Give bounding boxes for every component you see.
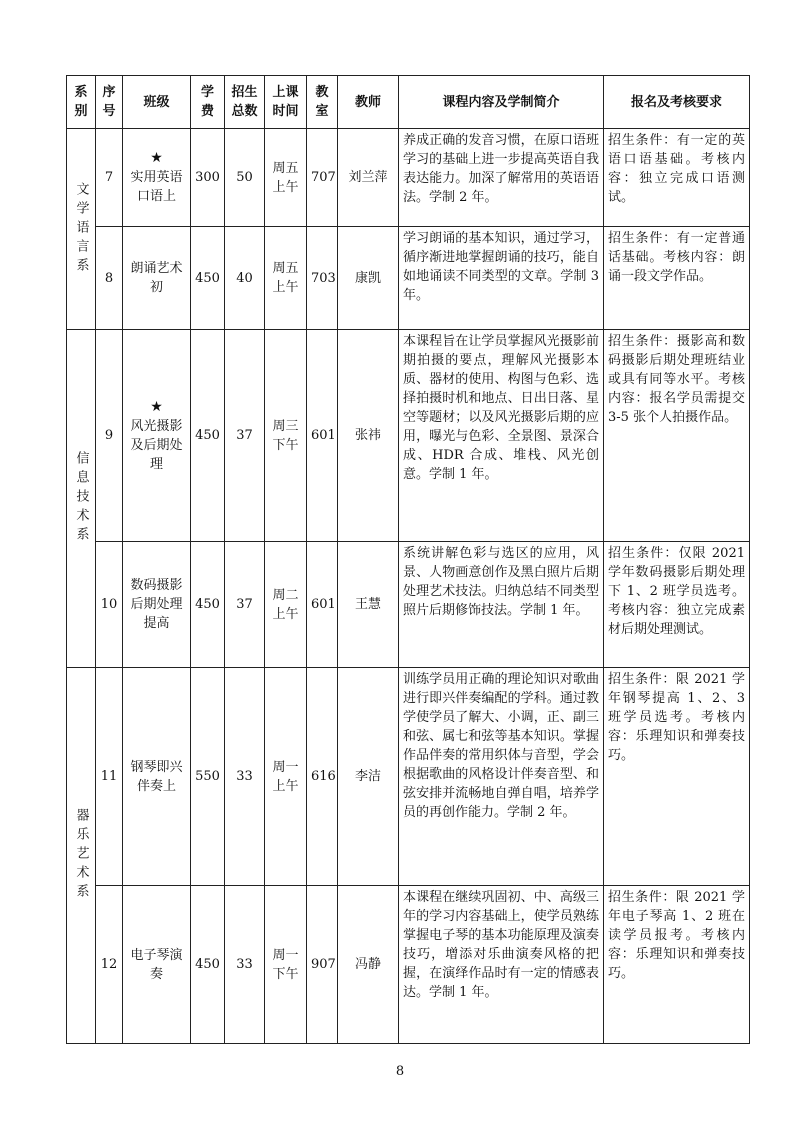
requirements: 招生条件：摄影高和数码摄影后期处理班结业或具有同等水平。考核内容：报名学员需提交 3-5 张个人拍摄作品。 <box>604 330 750 542</box>
course-content: 系统讲解色彩与选区的应用，风景、人物画意创作及黑白照片后期处理艺术技法。归纳总结不同类型照片后期修饰技法。学制 1 年。 <box>399 542 604 668</box>
class-name-cell <box>123 668 191 886</box>
course-content: 本课程旨在让学员掌握风光摄影前期拍摄的要点，理解风光摄影本质、器材的使用、构图与色彩、选择拍摄时机和地点、日出日落、星空等题材；以及风光摄影后期的应用，曝光与色彩、全景图、景深合成、HDR 合成、堆栈、风光创意。学制 1 年。 <box>399 330 604 542</box>
quota: 33 <box>225 886 265 1044</box>
header-content: 课程内容及学制简介 <box>399 76 604 129</box>
requirements: 招生条件：有一定普通话基础。考核内容：朗诵一段文学作品。 <box>604 227 750 330</box>
row-no: 12 <box>96 886 123 1044</box>
table-row <box>67 227 750 330</box>
row-no: 7 <box>96 129 123 227</box>
table-row <box>67 542 750 668</box>
teacher: 张祎 <box>338 330 399 542</box>
fee: 550 <box>191 668 225 886</box>
room: 907 <box>307 886 338 1044</box>
dept-it: 信息技术系 <box>67 330 96 668</box>
class-name-cell <box>123 129 191 227</box>
table-row <box>67 330 750 542</box>
star-icon: ★ <box>150 150 163 166</box>
teacher: 冯静 <box>338 886 399 1044</box>
class-name-cell <box>123 542 191 668</box>
header-fee: 学费 <box>191 76 225 129</box>
requirements: 招生条件：仅限 2021 学年数码摄影后期处理下 1、2 班学员选考。考核内容：独立完成素材后期处理测试。 <box>604 542 750 668</box>
class-time: 周五上午 <box>265 227 307 330</box>
course-content: 训练学员用正确的理论知识对歌曲进行即兴伴奏编配的学科。通过教学使学员了解大、小调，正、副三和弦、属七和弦等基本知识。掌握作品伴奏的常用织体与音型，学会根据歌曲的风格设计伴奏音型、和弦安排并流畅地自弹自唱，培养学员的再创作能力。学制 2 年。 <box>399 668 604 886</box>
course-table <box>66 75 750 1044</box>
class-name: 数码摄影后期处理提高 <box>130 578 183 631</box>
class-time: 周一上午 <box>265 668 307 886</box>
class-name: 实用英语口语上 <box>130 170 183 204</box>
table-row <box>67 668 750 886</box>
class-time: 周三下午 <box>265 330 307 542</box>
table-row <box>67 129 750 227</box>
header-room: 教室 <box>307 76 338 129</box>
teacher: 李洁 <box>338 668 399 886</box>
class-name: 朗诵艺术初 <box>130 261 183 295</box>
teacher: 刘兰萍 <box>338 129 399 227</box>
class-name: 电子琴演奏 <box>130 947 183 982</box>
header-time: 上课时间 <box>265 76 307 129</box>
requirements: 招生条件：有一定的英语口语基础。考核内容：独立完成口语测试。 <box>604 129 750 227</box>
class-name-cell <box>123 886 191 1044</box>
fee: 450 <box>191 542 225 668</box>
header-row <box>67 76 750 129</box>
room: 601 <box>307 330 338 542</box>
teacher: 王慧 <box>338 542 399 668</box>
quota: 37 <box>225 542 265 668</box>
class-name: 钢琴即兴伴奏上 <box>130 759 183 794</box>
fee: 450 <box>191 227 225 330</box>
class-name-cell <box>123 330 191 542</box>
fee: 450 <box>191 886 225 1044</box>
class-time: 周二上午 <box>265 542 307 668</box>
requirements: 招生条件：限 2021 学年钢琴提高 1、2、3 班学员选考。考核内容：乐理知识和弹奏技巧。 <box>604 668 750 886</box>
class-name-cell <box>123 227 191 330</box>
class-time: 周一下午 <box>265 886 307 1044</box>
row-no: 9 <box>96 330 123 542</box>
dept-music: 器乐艺术系 <box>67 668 96 1044</box>
quota: 50 <box>225 129 265 227</box>
course-content: 学习朗诵的基本知识，通过学习，循序渐进地掌握朗诵的技巧，能自如地诵读不同类型的文章。学制 3 年。 <box>399 227 604 330</box>
row-no: 11 <box>96 668 123 886</box>
fee: 300 <box>191 129 225 227</box>
header-dept: 系别 <box>67 76 96 129</box>
star-icon: ★ <box>150 398 163 415</box>
course-content: 本课程在继续巩固初、中、高级三年的学习内容基础上，使学员熟练掌握电子琴的基本功能原理及演奏技巧，增添对乐曲演奏风格的把握，在演绎作品时有一定的情感表达。学制 1 年。 <box>399 886 604 1044</box>
teacher: 康凯 <box>338 227 399 330</box>
fee: 450 <box>191 330 225 542</box>
room: 707 <box>307 129 338 227</box>
dept-literature: 文学语言系 <box>67 129 96 330</box>
page-number: 8 <box>395 1064 405 1079</box>
table-row <box>67 886 750 1044</box>
quota: 40 <box>225 227 265 330</box>
row-no: 10 <box>96 542 123 668</box>
quota: 37 <box>225 330 265 542</box>
class-name: 风光摄影及后期处理 <box>130 418 183 472</box>
room: 703 <box>307 227 338 330</box>
header-teacher: 教师 <box>338 76 399 129</box>
class-time: 周五上午 <box>265 129 307 227</box>
room: 601 <box>307 542 338 668</box>
row-no: 8 <box>96 227 123 330</box>
header-class: 班级 <box>123 76 191 129</box>
header-req: 报名及考核要求 <box>604 76 750 129</box>
requirements: 招生条件：限 2021 学年电子琴高 1、2 班在读学员报考。考核内容：乐理知识和弹奏技巧。 <box>604 886 750 1044</box>
room: 616 <box>307 668 338 886</box>
course-content: 养成正确的发音习惯，在原口语班学习的基础上进一步提高英语自我表达能力。加深了解常用的英语语法。学制 2 年。 <box>399 129 604 227</box>
header-no: 序号 <box>96 76 123 129</box>
header-quota: 招生总数 <box>225 76 265 129</box>
quota: 33 <box>225 668 265 886</box>
